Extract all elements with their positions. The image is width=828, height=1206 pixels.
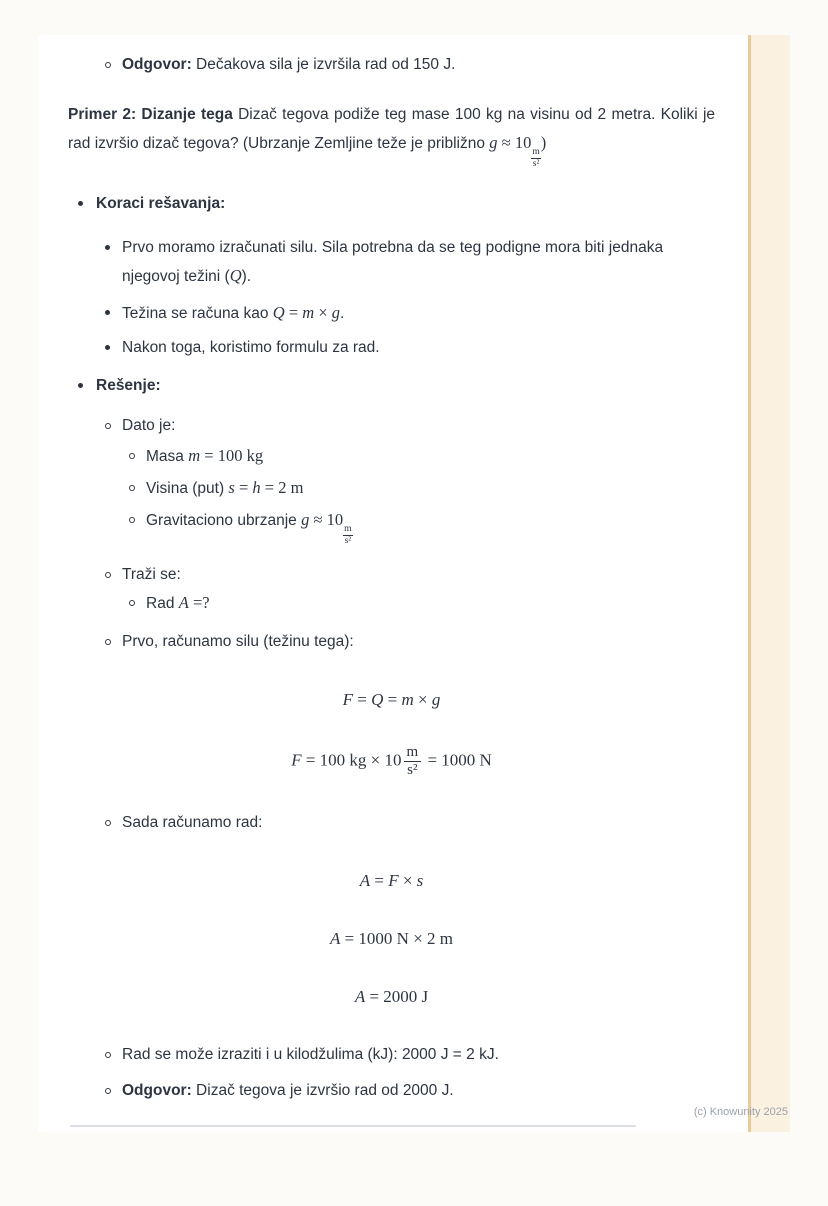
formula-a-fs: [68, 867, 715, 895]
f1-times: ×: [413, 689, 432, 709]
copyright-notice: (c) Knowunity 2025: [693, 1106, 788, 1118]
f1-var-q: Q: [371, 689, 384, 709]
f4-rest: = 1000 N × 2 m: [340, 929, 454, 949]
visina-text: Visina (put): [146, 479, 229, 497]
f4-var-a: A: [329, 929, 341, 949]
formula-f-1000n: [68, 744, 715, 780]
kilodzuli-text: Rad se može izraziti i u kilodžulima (kJ): 2000 J = 2 kJ.: [122, 1046, 499, 1064]
odgovor-final-label: Odgovor:: [122, 1082, 192, 1100]
resenje-title: Rešenje:: [96, 376, 161, 394]
f2-frac-den: s²: [407, 761, 418, 778]
masa-value: = 100 kg: [200, 445, 264, 465]
odgovor-final-text: Dizač tegova je izvršio rad od 2000 J.: [191, 1082, 454, 1100]
document-page: [38, 35, 790, 1132]
grav-text: Gravitaciono ubrzanje: [146, 511, 302, 529]
answer-prev-text: Dečakova sila je izvršila rad od 150 J.: [191, 56, 456, 73]
primer2-paragraph: [68, 101, 715, 170]
odgovor-final-item: [68, 1077, 715, 1105]
masa-text: Masa: [146, 447, 189, 465]
page-content: [38, 35, 790, 1127]
f3-var-f: F: [388, 871, 399, 891]
visina-var-s: s: [228, 477, 235, 497]
step1-var-q: Q: [229, 265, 242, 285]
masa-var-m: m: [188, 445, 201, 465]
koraci-title-item: [68, 190, 715, 218]
f5-rest: = 2000 J: [365, 987, 429, 1007]
koraci-step3-item: [68, 334, 715, 362]
grav-frac-num: m: [344, 523, 352, 534]
dato-je-item: [68, 412, 715, 440]
f1-var-m: m: [401, 689, 414, 709]
visina-eq: =: [234, 477, 253, 497]
f2-fraction: [404, 744, 422, 780]
trazi-se-item: [68, 561, 715, 589]
primer2-frac-num: m: [532, 147, 540, 157]
step1-text: Prvo moramo izračunati silu. Sila potrebna da se teg podigne mora biti jednaka njegovoj težini (: [122, 238, 664, 285]
f1-eq1: =: [353, 689, 372, 709]
grav-var-g: g: [301, 509, 310, 529]
rad-text: Rad: [146, 594, 179, 612]
primer2-body: Dizač tegova podiže teg mase 100 kg na visinu od 2 metra. Koliki je rad izvršio dizač tegova? (Ubrzanje Zemljine teže je približno: [68, 106, 716, 152]
step2-eq: =: [284, 302, 303, 322]
grav-value: 10: [326, 509, 344, 529]
rad-question: =?: [188, 592, 210, 612]
step2-var-m: m: [302, 302, 315, 322]
f3-eq: =: [370, 871, 389, 891]
koraci-step2-item: [68, 299, 715, 328]
formula-f-q-mg: [68, 686, 715, 714]
f2-frac-num: m: [404, 744, 422, 762]
grav-fraction: [343, 524, 352, 547]
primer2-value: 10: [514, 133, 532, 152]
primer2-approx: ≈: [497, 133, 515, 152]
gravitacija-item: [68, 506, 715, 547]
step2-var-g: g: [331, 302, 341, 322]
sada-racunamo-item: [68, 809, 715, 837]
visina-item: [68, 474, 715, 503]
trazi-se-text: Traži se:: [122, 565, 181, 583]
f1-eq2: =: [383, 689, 402, 709]
formula-a-1000n2m: [68, 925, 715, 953]
f3-var-s: s: [416, 871, 424, 891]
f1-var-f: F: [342, 689, 354, 709]
visina-value: = 2 m: [260, 477, 304, 497]
f1-var-g: g: [431, 689, 441, 709]
rad-trazi-item: [68, 589, 715, 618]
step1-post: ).: [241, 267, 252, 285]
formula-a-2000j: [68, 983, 715, 1011]
prvo-racunamo-text: Prvo, računamo silu (težinu tega):: [122, 632, 354, 650]
f3-times: ×: [398, 871, 417, 891]
f2-mid: = 100 kg × 10: [301, 750, 402, 770]
rad-var-a: A: [178, 592, 189, 612]
koraci-title: Koraci rešavanja:: [96, 194, 226, 212]
f5-var-a: A: [354, 987, 366, 1007]
answer-prev-label: Odgovor:: [122, 56, 192, 73]
primer2-close-paren: ): [540, 133, 547, 152]
resenje-title-item: [68, 372, 715, 400]
f2-tail: = 1000 N: [423, 750, 492, 770]
footer-divider: [70, 1125, 636, 1127]
step2-post: .: [340, 304, 345, 322]
step2-var-q: Q: [272, 302, 285, 322]
primer2-frac-den: s²: [532, 158, 540, 169]
primer2-title: Primer 2: Dizanje tega: [68, 106, 233, 123]
visina-var-h: h: [252, 477, 261, 497]
step2-text: Težina se računa kao: [122, 304, 273, 322]
answer-prev-item: [68, 51, 715, 79]
step2-times: ×: [314, 302, 332, 322]
primer2-var-g: g: [489, 133, 498, 152]
f2-var-f: F: [291, 750, 302, 770]
dato-je-text: Dato je:: [122, 416, 176, 434]
sada-racunamo-text: Sada računamo rad:: [122, 814, 263, 832]
grav-approx: ≈: [309, 509, 327, 529]
step3-text: Nakon toga, koristimo formulu za rad.: [122, 338, 380, 356]
primer2-fraction: [531, 147, 540, 170]
koraci-step1-item: [68, 234, 715, 291]
prvo-racunamo-item: [68, 628, 715, 656]
f3-var-a: A: [359, 871, 371, 891]
kilodzuli-item: [68, 1041, 715, 1069]
masa-item: [68, 442, 715, 471]
grav-frac-den: s²: [344, 535, 352, 546]
